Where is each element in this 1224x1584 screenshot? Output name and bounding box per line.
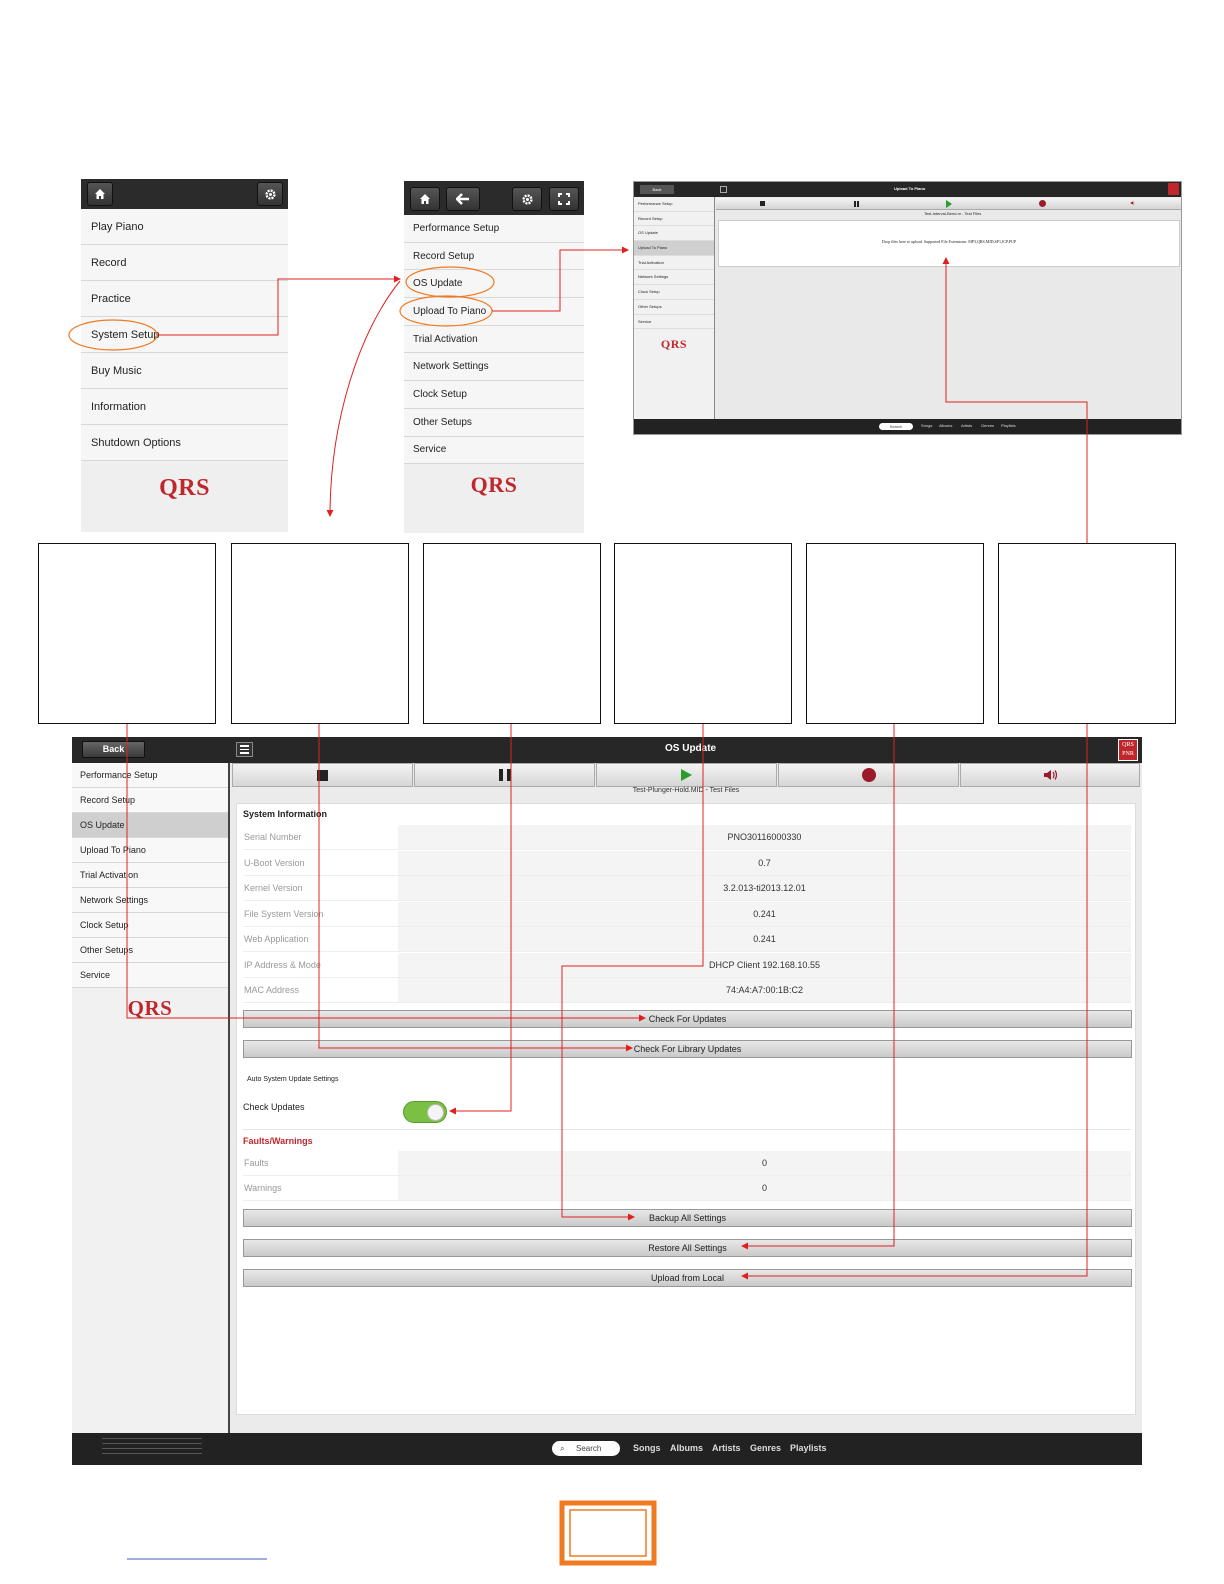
connector-arrow (450, 724, 511, 1111)
check-updates-label: Check Updates (243, 1102, 305, 1112)
sidebar-item[interactable]: Record Setup (634, 212, 714, 227)
fault-label: Faults (244, 1158, 269, 1168)
qrs-logo: QRS (660, 337, 688, 352)
menu-item-label: Practice (91, 292, 131, 305)
info-label: Kernel Version (244, 883, 303, 893)
menu-item-label: Upload To Piano (413, 305, 487, 317)
orange-highlight-box (562, 1503, 654, 1563)
qrs-logo: QRS (127, 996, 173, 1020)
volume-icon[interactable]: ◀) (1130, 200, 1135, 205)
search-placeholder: Search (576, 1444, 602, 1453)
page-title: Upload To Piano (894, 186, 926, 191)
menu-item-label: Trial Activation (413, 333, 478, 345)
fault-label: Warnings (244, 1183, 282, 1193)
menu-item-label: Other Setups (413, 416, 472, 428)
upload-from-local-button[interactable]: Upload from Local (243, 1269, 1132, 1287)
info-label: MAC Address (244, 985, 300, 995)
faults-warnings-heading: Faults/Warnings (243, 1136, 313, 1146)
menu-item-label: Record Setup (413, 250, 475, 262)
footer-link-songs[interactable]: Songs (633, 1443, 661, 1453)
highlight-ellipse (400, 296, 492, 326)
connector-arrow (742, 724, 894, 1246)
drop-zone-text: Drop files here to upload. Supported File Extensions: MP3,QRS,MID,SP1,ICP,PUP (881, 239, 1017, 244)
menu-item-label: Buy Music (91, 364, 142, 377)
footer-link-albums[interactable]: Albums (939, 423, 953, 428)
sidebar-item-performance-setup[interactable]: Performance Setup (72, 763, 228, 788)
menu-item-label: System Setup (91, 328, 160, 341)
info-label: Serial Number (244, 832, 302, 842)
auto-update-heading: Auto System Update Settings (247, 1076, 339, 1083)
connector-arrow (319, 724, 632, 1048)
sidebar-item-network-settings[interactable]: Network Settings (72, 888, 228, 913)
menu-item-label: Network Settings (413, 361, 489, 373)
badge-line: PNR (1122, 751, 1134, 757)
highlight-ellipse (69, 320, 160, 350)
menu-item-label: Shutdown Options (91, 436, 181, 449)
qrs-logo: QRS (159, 475, 210, 501)
sidebar-item[interactable]: Trial Activation (634, 256, 714, 271)
search-icon: ⌕ (560, 1444, 565, 1453)
now-playing-label: Test-Interval-Bend.m - Test Files (924, 211, 982, 216)
search-input[interactable]: Search (879, 423, 913, 430)
menu-item-label: Record (91, 256, 127, 269)
info-label: File System Version (244, 909, 324, 919)
sidebar-item[interactable]: Service (634, 315, 714, 330)
sidebar-item[interactable]: Performance Setup (634, 197, 714, 212)
info-value: 3.2.013-ti2013.12.01 (398, 876, 1131, 900)
info-value: 0.241 (398, 927, 1131, 951)
sidebar-item[interactable]: Other Setups (634, 300, 714, 315)
connector-arrow (742, 724, 1087, 1276)
sidebar-item-service[interactable]: Service (72, 963, 228, 988)
sidebar-item[interactable]: Network Settings (634, 270, 714, 285)
footer-link-playlists[interactable]: Playlists (790, 1443, 827, 1453)
menu-item-label: OS Update (413, 278, 463, 290)
footer-link-albums[interactable]: Albums (670, 1443, 704, 1453)
footer-link-songs[interactable]: Songs (921, 423, 933, 428)
back-button[interactable]: Back (82, 741, 145, 758)
orange-highlight-inner (570, 1510, 646, 1556)
sidebar-item-trial-activation[interactable]: Trial Activation (72, 863, 228, 888)
system-info-heading: System Information (243, 809, 328, 819)
sidebar-item-record-setup[interactable]: Record Setup (72, 788, 228, 813)
page-title: OS Update (665, 743, 717, 754)
sidebar-item-os-update[interactable]: OS Update (72, 813, 228, 838)
footer-link-genres[interactable]: Genres (981, 423, 995, 428)
qrs-logo: QRS (470, 472, 518, 498)
info-value: DHCP Client 192.168.10.55 (398, 953, 1131, 977)
backup-all-settings-button[interactable]: Backup All Settings (243, 1209, 1132, 1227)
menu-item-label: Performance Setup (413, 222, 500, 234)
sidebar-item-other-setups[interactable]: Other Setups (72, 938, 228, 963)
fault-value: 0 (398, 1176, 1131, 1200)
connector-arrow (492, 250, 628, 311)
connector-arrow (946, 258, 1087, 543)
info-label: U-Boot Version (244, 858, 305, 868)
connector-arrow (127, 724, 645, 1018)
footer-link-playlists[interactable]: Playlists (1001, 423, 1016, 428)
sidebar-item-active[interactable]: Upload To Piano (634, 241, 714, 256)
info-value: 0.7 (398, 851, 1131, 875)
info-value: 74:A4:A7:00:1B:C2 (398, 978, 1131, 1002)
footer-link-artists[interactable]: Artists (712, 1443, 741, 1453)
check-for-library-updates-button[interactable]: Check For Library Updates (243, 1040, 1132, 1058)
footer-link-artists[interactable]: Artists (961, 423, 973, 428)
connector-arrow (330, 281, 400, 516)
check-for-updates-button[interactable]: Check For Updates (243, 1010, 1132, 1028)
menu-item-label: Clock Setup (413, 388, 467, 400)
info-label: IP Address & Mode (244, 960, 321, 970)
sidebar-item[interactable]: OS Update (634, 226, 714, 241)
menu-item-label: Information (91, 400, 147, 413)
fault-value: 0 (398, 1151, 1131, 1175)
sidebar-item[interactable]: Clock Setup (634, 285, 714, 300)
sidebar-item-upload-to-piano[interactable]: Upload To Piano (72, 838, 228, 863)
sidebar-item-clock-setup[interactable]: Clock Setup (72, 913, 228, 938)
info-value: 0.241 (398, 902, 1131, 926)
info-value: PNO30116000330 (398, 825, 1131, 849)
menu-item-label: Service (413, 444, 447, 456)
info-label: Web Application (244, 934, 309, 944)
back-button[interactable]: Back (640, 185, 674, 194)
footer-link-genres[interactable]: Genres (750, 1443, 782, 1453)
connector-arrow (562, 724, 703, 1217)
restore-all-settings-button[interactable]: Restore All Settings (243, 1239, 1132, 1257)
menu-item-label: Play Piano (91, 220, 144, 233)
connector-arrow (157, 279, 400, 335)
badge-line: QRS (1122, 742, 1134, 748)
highlight-ellipse (406, 267, 494, 297)
now-playing-label: Test-Plunger-Hold.MID - Test Files (632, 787, 740, 794)
